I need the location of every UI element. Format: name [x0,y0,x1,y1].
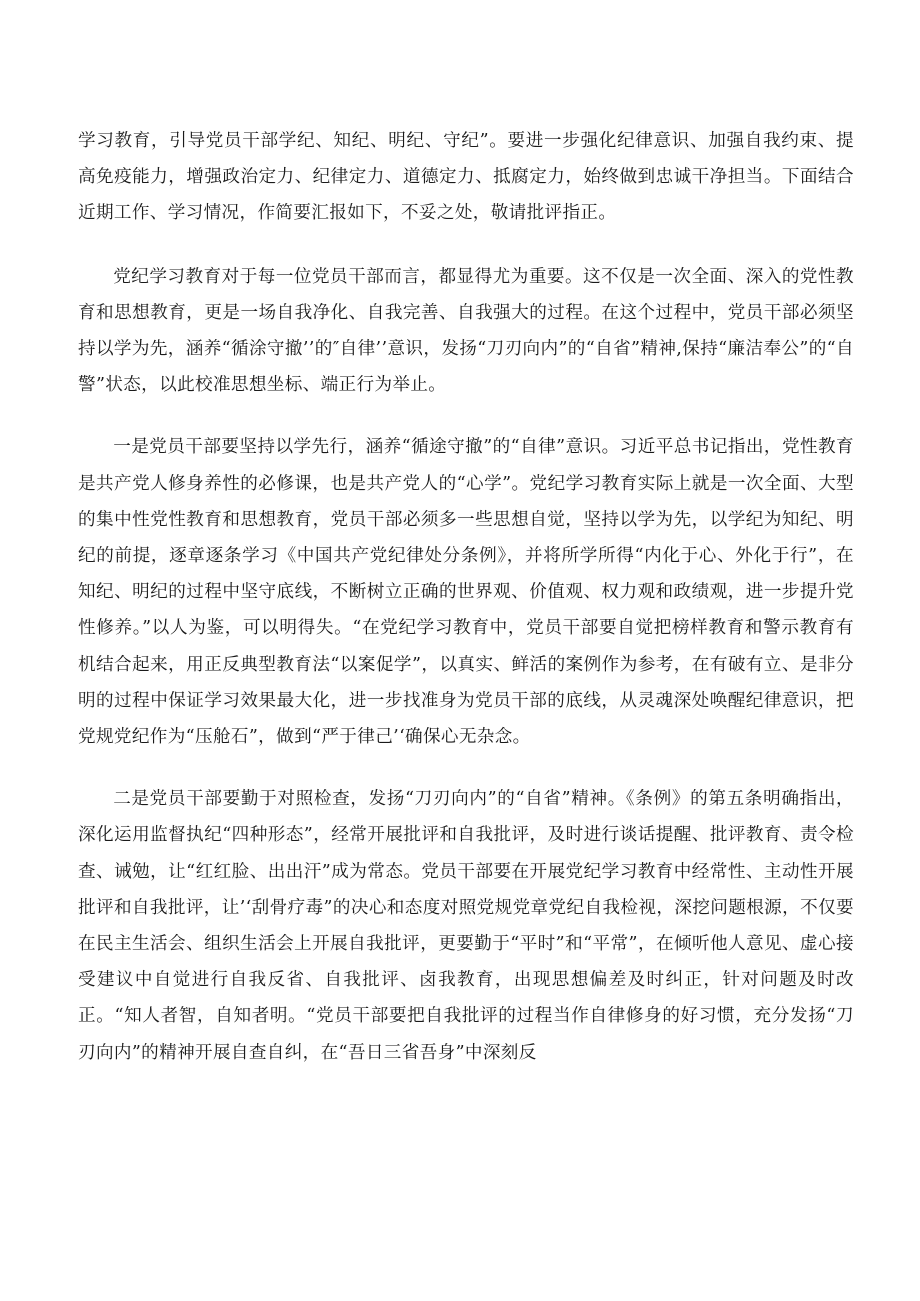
paragraph-point-one: 一是党员干部要坚持以学先行，涵养“循途守撤”的“自律”意识。习近平总书记指出，党性教育是共产党人修身养性的必修课，也是共产党人的“心学”。党纪学习教育实际上就是一次全面、大型的集中性党性教育和思想教育，党员干部必须多一些思想自觉，坚持以学为先，以学纪为知纪、明纪的前提，逐章逐条学习《中国共产党纪律处分条例》，并将所学所得“内化于心、外化于行”，在知纪、明纪的过程中坚守底线，不断树立正确的世界观、价值观、权力观和政绩观，进一步提升党性修养。”以人为鉴，可以明得失。“在党纪学习教育中，党员干部要自觉把榜样教育和警示教育有机结合起来，用正反典型教育法“以案促学”，以真实、鲜活的案例作为参考，在有破有立、是非分明的过程中保证学习效果最大化，进一步找准身为党员干部的底线，从灵魂深处唤醒纪律意识，把党规党纪作为“压舱石”，做到“严于律己’‘确保心无杂念。 [78,437,854,748]
paragraph-overview: 党纪学习教育对于每一位党员干部而言，都显得尤为重要。这不仅是一次全面、深入的党性教育和思想教育，更是一场自我净化、自我完善、自我强大的过程。在这个过程中，党员干部必须坚持以学为先，涵养“循涂守撤’’的″自律’’意识，发扬“刀刃向内”的“自省”精神,保持“廉洁奉公”的“自警”状态，以此校准思想坐标、端正行为举止。 [78,266,854,396]
paragraph-intro-continuation: 学习教育，引导党员干部学纪、知纪、明纪、守纪”。要进一步强化纪律意识、加强自我约束、提高免疫能力，增强政治定力、纪律定力、道德定力、抵腐定力，始终做到忠诚干净担当。下面结合近期工作、学习情况，作简要汇报如下，不妥之处，敬请批评指正。 [78,131,854,224]
paragraph-point-two: 二是党员干部要勤于对照检查，发扬“刀刃向内”的“自省”精神。《条例》的第五条明确指出，深化运用监督执纪“四种形态”，经常开展批评和自我批评，及时进行谈话提醒、批评教育、责令检查、诫勉，让“红红脸、出出汗”成为常态。党员干部要在开展党纪学习教育中经常性、主动性开展批评和自我批评，让’‘刮骨疗毒”的决心和态度对照党规党章党纪自我检视，深挖问题根源，不仅要在民主生活会、组织生活会上开展自我批评，更要勤于“平时”和“平常”，在倾听他人意见、虚心接受建议中自觉进行自我反省、自我批评、卤我教育，出现思想偏差及时纠正，针对问题及时改正。“知人者智，自知者明。“党员干部要把自我批评的过程当作自律修身的好习惯，充分发扬“刀刃向内”的精神开展自查自纠，在“吾日三省吾身”中深刻反 [78,789,854,1063]
document-body [78,123,854,1071]
